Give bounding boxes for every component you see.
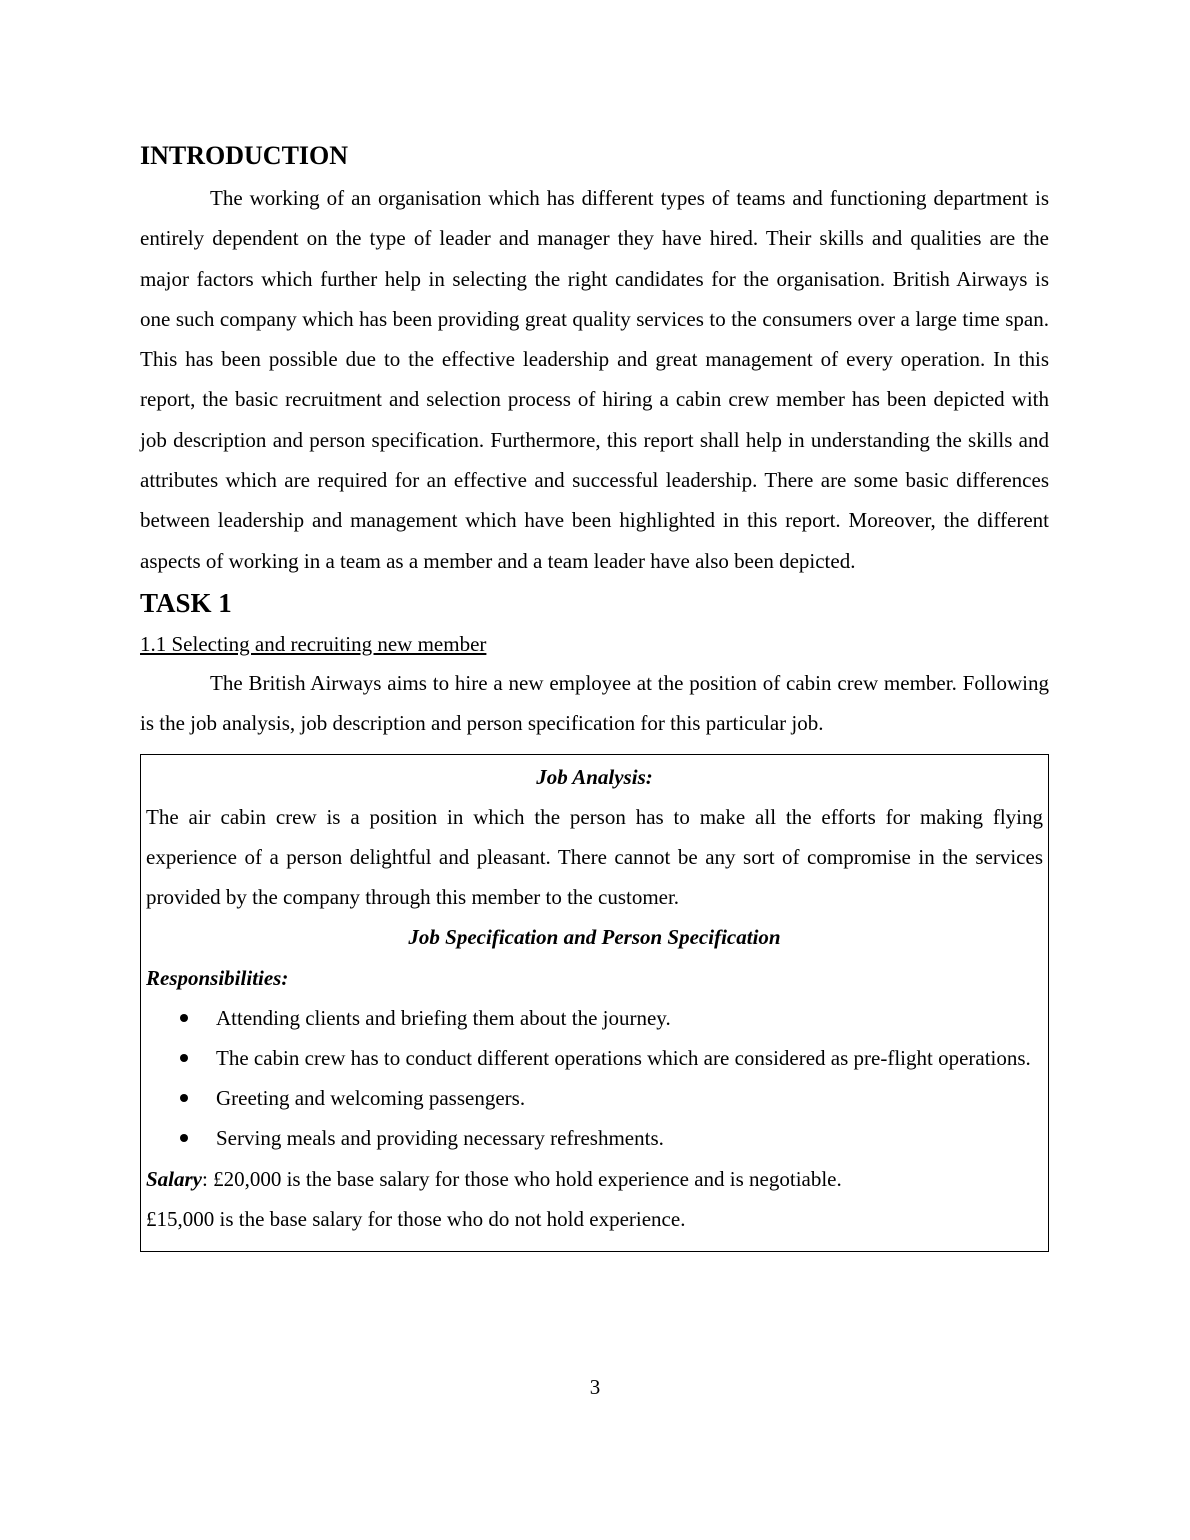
responsibilities-label: Responsibilities:: [146, 965, 289, 990]
salary-line: [146, 1159, 1043, 1199]
salary-line-2: £15,000 is the base salary for those who do not hold experience.: [146, 1206, 686, 1231]
list-item-text: Attending clients and briefing them about the journey.: [216, 1005, 671, 1030]
list-item-text: Greeting and welcoming passengers.: [216, 1086, 526, 1111]
list-item: [146, 1118, 1043, 1158]
document-page: [140, 138, 1049, 1252]
job-analysis-title: Job Analysis:: [536, 764, 653, 789]
job-details-box: [140, 754, 1049, 1252]
responsibilities-list: [146, 998, 1043, 1159]
salary-text: : £20,000 is the base salary for those who hold experience and is negotiable.: [202, 1166, 842, 1191]
list-item-text: The cabin crew has to conduct different operations which are considered as pre-flight operations.: [216, 1045, 1031, 1070]
bullet-icon: [180, 1134, 188, 1142]
list-item-text: Serving meals and providing necessary refreshments.: [216, 1126, 664, 1151]
list-item: [146, 998, 1043, 1038]
task1-paragraph: The British Airways aims to hire a new employee at the position of cabin crew member. Following is the job analysis, job description and person specification for this particular job.: [140, 670, 1049, 736]
bullet-icon: [180, 1054, 188, 1062]
list-item: [146, 1038, 1043, 1078]
page-number: 3: [589, 1375, 601, 1399]
task1-subheading: 1.1 Selecting and recruiting new member: [140, 631, 487, 656]
bullet-icon: [180, 1014, 188, 1022]
task1-heading: TASK 1: [140, 587, 232, 618]
job-specification-title: Job Specification and Person Specification: [408, 925, 781, 950]
introduction-heading: INTRODUCTION: [140, 141, 349, 170]
job-analysis-text: The air cabin crew is a position in which the person has to make all the efforts for making flying experience of a person delightful and pleasant. There cannot be any sort of compromise in the services provided by the company through this member to the customer.: [146, 804, 1043, 910]
bullet-icon: [180, 1094, 188, 1102]
list-item: [146, 1078, 1043, 1118]
introduction-paragraph: The working of an organisation which has different types of teams and functioning department is entirely dependent on the type of leader and manager they have hired. Their skills and qualities are the major factors which further help in selecting the right candidates for the organisation. British Airways is one such company which has been providing great quality services to the consumers over a large time span. This has been possible due to the effective leadership and great management of every operation. In this report, the basic recruitment and selection process of hiring a cabin crew member has been depicted with job description and person specification. Furthermore, this report shall help in understanding the skills and attributes which are required for an effective and successful leadership. There are some basic differences between leadership and management which have been highlighted in this report. Moreover, the different aspects of working in a team as a member and a team leader have also been depicted.: [140, 186, 1049, 573]
salary-label: Salary: [146, 1166, 203, 1191]
